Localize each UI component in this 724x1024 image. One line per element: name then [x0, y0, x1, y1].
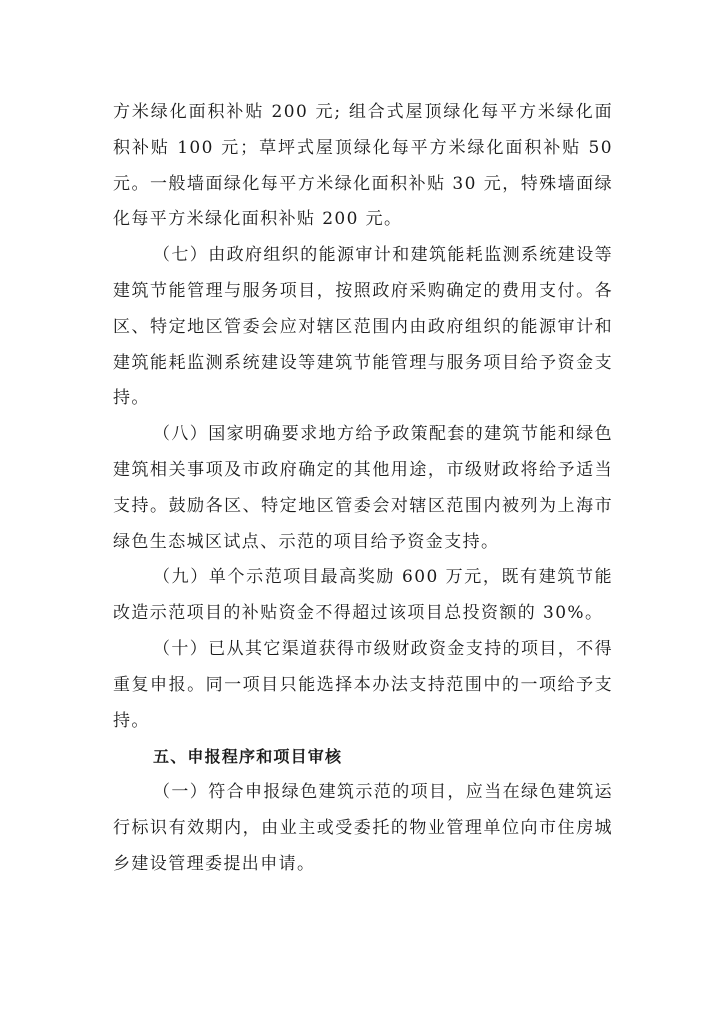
- paragraph-green-roof-subsidy: 方米绿化面积补贴 200 元; 组合式屋顶绿化每平方米绿化面积补贴 100 元；草坪式屋顶绿化每平方米绿化面积补贴 50 元。一般墙面绿化每平方米绿化面积补贴 30 元，特殊墙面绿化每平方米绿化面积补贴 200 元。: [113, 102, 613, 230]
- section-heading: 五、申报程序和项目审核: [153, 747, 343, 767]
- paragraph-item-8: （八）国家明确要求地方给予政策配套的建筑节能和绿色建筑相关事项及市政府确定的其他用途，市级财政将给予适当支持。鼓励各区、特定地区管委会对辖区范围内被列为上海市绿色生态城区试点、示范的项目给予资金支持。: [113, 424, 613, 552]
- paragraph-item-9: （九）单个示范项目最高奖励 600 万元，既有建筑节能改造示范项目的补贴资金不得超过该项目总投资额的 30%。: [113, 567, 613, 624]
- document-body: [113, 95, 613, 883]
- paragraph-item-10: （十）已从其它渠道获得市级财政资金支持的项目，不得重复申报。同一项目只能选择本办法支持范围中的一项给予支持。: [113, 638, 613, 731]
- paragraph-item-7: （七）由政府组织的能源审计和建筑能耗监测系统建设等建筑节能管理与服务项目，按照政府采购确定的费用支付。各区、特定地区管委会应对辖区范围内由政府组织的能源审计和建筑能耗监测系统建设等建筑节能管理与服务项目给予资金支持。: [113, 245, 613, 409]
- paragraph-application-item-1: （一）符合申报绿色建筑示范的项目，应当在绿色建筑运行标识有效期内，由业主或受委托的物业管理单位向市住房城乡建设管理委提出申请。: [113, 782, 613, 874]
